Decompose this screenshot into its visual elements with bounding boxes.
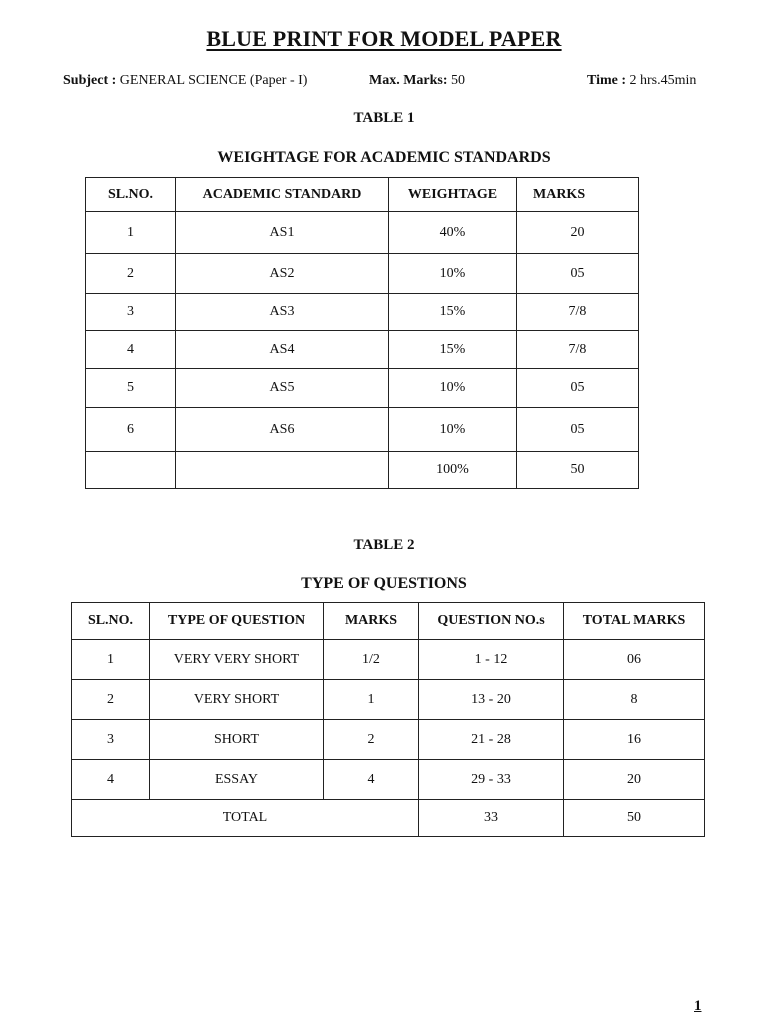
table-cell: 10%: [389, 408, 517, 452]
table-cell: 2: [86, 254, 176, 294]
table-cell: 10%: [389, 369, 517, 408]
table-row: [86, 331, 639, 369]
time-value: 2 hrs.45min: [629, 73, 697, 88]
table-row: [86, 212, 639, 254]
table-row: [72, 680, 705, 720]
table-cell: 10%: [389, 254, 517, 294]
table-cell: 40%: [389, 212, 517, 254]
table-row: [86, 369, 639, 408]
table-total-row: [86, 452, 639, 489]
table-cell: 15%: [389, 294, 517, 331]
column-header: ACADEMIC STANDARD: [176, 178, 389, 212]
table-row: [86, 408, 639, 452]
table-cell: [176, 452, 389, 489]
table-cell: 3: [72, 720, 150, 760]
table-cell: 05: [517, 408, 639, 452]
table-cell: 4: [72, 760, 150, 800]
max-marks-value: 50: [451, 73, 466, 88]
table1-caption: TABLE 1: [353, 110, 415, 126]
table-cell: 1 - 12: [419, 640, 564, 680]
table-cell: 21 - 28: [419, 720, 564, 760]
table-cell: 5: [86, 369, 176, 408]
table-row: [72, 720, 705, 760]
total-marks: 50: [564, 800, 705, 837]
table-cell: 15%: [389, 331, 517, 369]
subject-value: GENERAL SCIENCE (Paper - I): [119, 73, 308, 88]
column-header: TOTAL MARKS: [564, 603, 705, 640]
max-marks-line: [369, 73, 465, 89]
column-header: SL.NO.: [72, 603, 150, 640]
table-row: [86, 294, 639, 331]
max-marks-label: Max. Marks:: [369, 73, 448, 88]
table2-caption: TABLE 2: [353, 537, 415, 553]
table-cell: AS1: [176, 212, 389, 254]
page-number: 1: [694, 998, 702, 1014]
table-cell: 05: [517, 254, 639, 294]
table-cell: [86, 452, 176, 489]
column-header: WEIGHTAGE: [389, 178, 517, 212]
table-cell: 4: [86, 331, 176, 369]
table-header-row: [86, 178, 639, 212]
question-types-table: [71, 602, 705, 837]
table-row: [86, 254, 639, 294]
column-header: QUESTION NO.s: [419, 603, 564, 640]
table-total-row: [72, 800, 705, 837]
total-questions: 33: [419, 800, 564, 837]
subject-label: Subject :: [63, 73, 117, 88]
table-cell: VERY SHORT: [150, 680, 324, 720]
table-cell: 20: [517, 212, 639, 254]
academic-standards-table: [85, 177, 639, 489]
time-label: Time :: [587, 73, 627, 88]
table-cell: 2: [324, 720, 419, 760]
table-cell: SHORT: [150, 720, 324, 760]
table-cell: 7/8: [517, 331, 639, 369]
table-cell: 06: [564, 640, 705, 680]
table-cell: 1: [324, 680, 419, 720]
table-cell: AS6: [176, 408, 389, 452]
table-cell: 20: [564, 760, 705, 800]
total-marks: 50: [517, 452, 639, 489]
table-cell: 6: [86, 408, 176, 452]
table-cell: 29 - 33: [419, 760, 564, 800]
table-cell: 1: [86, 212, 176, 254]
column-header: TYPE OF QUESTION: [150, 603, 324, 640]
table2-subtitle: TYPE OF QUESTIONS: [301, 575, 467, 592]
table-cell: 4: [324, 760, 419, 800]
table-cell: ESSAY: [150, 760, 324, 800]
column-header: SL.NO.: [86, 178, 176, 212]
column-header: MARKS: [517, 178, 639, 212]
total-weightage: 100%: [389, 452, 517, 489]
table-cell: 8: [564, 680, 705, 720]
table-cell: 16: [564, 720, 705, 760]
page-title: BLUE PRINT FOR MODEL PAPER: [206, 26, 562, 51]
table-cell: 1/2: [324, 640, 419, 680]
table1-subtitle: WEIGHTAGE FOR ACADEMIC STANDARDS: [217, 149, 551, 166]
total-label: TOTAL: [72, 800, 419, 837]
table-cell: 3: [86, 294, 176, 331]
table-cell: 13 - 20: [419, 680, 564, 720]
table-cell: 2: [72, 680, 150, 720]
table-cell: AS4: [176, 331, 389, 369]
table-cell: 05: [517, 369, 639, 408]
table-cell: AS2: [176, 254, 389, 294]
table-cell: 7/8: [517, 294, 639, 331]
table-header-row: [72, 603, 705, 640]
table-cell: AS5: [176, 369, 389, 408]
time-line: [587, 73, 696, 89]
column-header: MARKS: [324, 603, 419, 640]
table-row: [72, 760, 705, 800]
table-cell: AS3: [176, 294, 389, 331]
table-cell: VERY VERY SHORT: [150, 640, 324, 680]
table-row: [72, 640, 705, 680]
subject-line: [63, 73, 307, 89]
table-cell: 1: [72, 640, 150, 680]
